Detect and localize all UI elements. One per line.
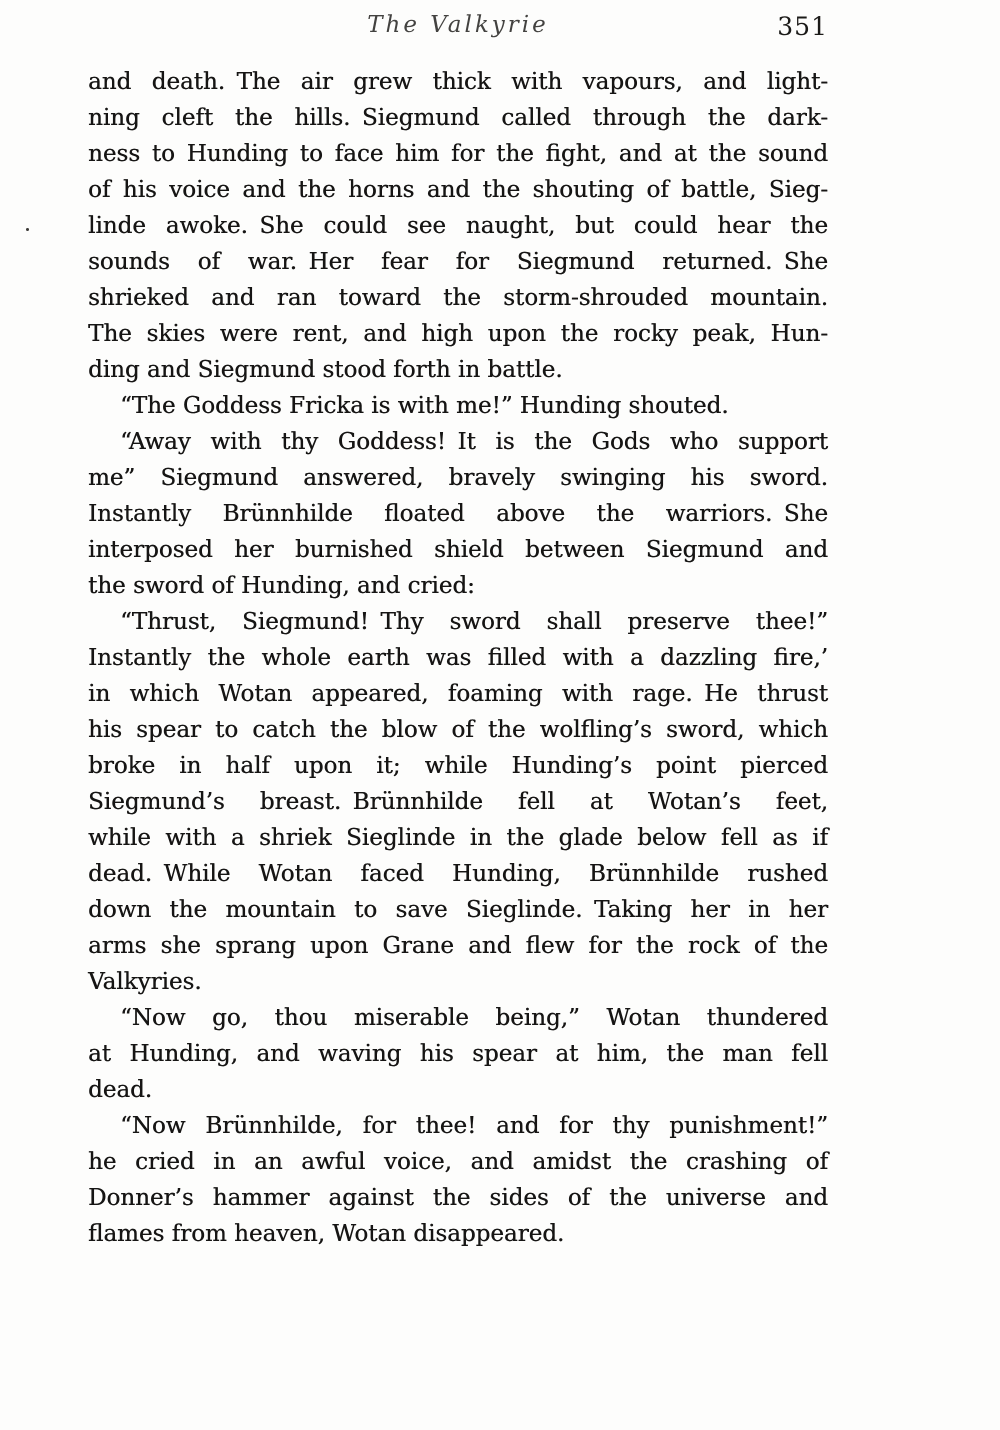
text-line: dead. While Wotan faced Hunding, Brünnhilde rushed	[88, 861, 828, 887]
text-line: while with a shriek Sieglinde in the glade below fell as if	[88, 825, 828, 851]
text-line: “The Goddess Fricka is with me!” Hunding shouted.	[120, 393, 729, 419]
text-line: “Now go, thou miserable being,” Wotan thundered	[120, 1005, 828, 1031]
text-line: interposed her burnished shield between Siegmund and	[88, 537, 828, 563]
text-line: Instantly Brünnhilde floated above the warriors. She	[88, 501, 828, 527]
text-line: “Away with thy Goddess! It is the Gods who support	[120, 429, 828, 455]
text-line: dead.	[88, 1077, 153, 1103]
text-line: shrieked and ran toward the storm-shrouded mountain.	[88, 285, 828, 311]
paragraph	[88, 424, 828, 604]
text-line: broke in half upon it; while Hunding’s point pierced	[88, 753, 828, 779]
page-number: 351	[777, 12, 828, 41]
text-line: Donner’s hammer against the sides of the universe and	[88, 1185, 828, 1211]
text-line: “Thrust, Siegmund! Thy sword shall preserve thee!”	[120, 609, 828, 635]
paragraph	[88, 1108, 828, 1252]
paragraph	[88, 64, 828, 388]
text-line: The skies were rent, and high upon the rocky peak, Hun-	[88, 321, 828, 347]
text-line: ding and Siegmund stood forth in battle.	[88, 357, 563, 383]
text-line: me” Siegmund answered, bravely swinging his sword.	[88, 465, 828, 491]
text-line: arms she sprang upon Grane and flew for the rock of the	[88, 933, 828, 959]
paragraph	[88, 1000, 828, 1108]
scan-speck	[26, 228, 29, 231]
paragraph	[88, 604, 828, 1000]
text-line: the sword of Hunding, and cried:	[88, 573, 475, 599]
text-line: ness to Hunding to face him for the fight, and at the sound	[88, 141, 828, 167]
text-line: Instantly the whole earth was filled with a dazzling fire,’	[88, 645, 828, 671]
text-line: sounds of war. Her fear for Siegmund returned. She	[88, 249, 828, 275]
text-line: in which Wotan appeared, foaming with rage. He thrust	[88, 681, 828, 707]
page-header	[88, 12, 828, 48]
text-line: at Hunding, and waving his spear at him, the man fell	[88, 1041, 828, 1067]
text-line: Siegmund’s breast. Brünnhilde fell at Wotan’s feet,	[88, 789, 828, 815]
text-line: flames from heaven, Wotan disappeared.	[88, 1221, 565, 1247]
text-block	[88, 64, 828, 1252]
text-line: Valkyries.	[88, 969, 202, 995]
text-line: of his voice and the horns and the shouting of battle, Sieg-	[88, 177, 828, 203]
text-line: ning cleft the hills. Siegmund called through the dark-	[88, 105, 828, 131]
text-line: linde awoke. She could see naught, but could hear the	[88, 213, 828, 239]
text-line: he cried in an awful voice, and amidst the crashing of	[88, 1149, 828, 1175]
running-title: The Valkyrie	[367, 12, 549, 38]
paragraph	[88, 388, 828, 424]
text-line: “Now Brünnhilde, for thee! and for thy punishment!”	[120, 1113, 828, 1139]
text-line: down the mountain to save Sieglinde. Taking her in her	[88, 897, 828, 923]
text-line: and death. The air grew thick with vapours, and light-	[88, 69, 828, 95]
text-line: his spear to catch the blow of the wolfling’s sword, which	[88, 717, 828, 743]
